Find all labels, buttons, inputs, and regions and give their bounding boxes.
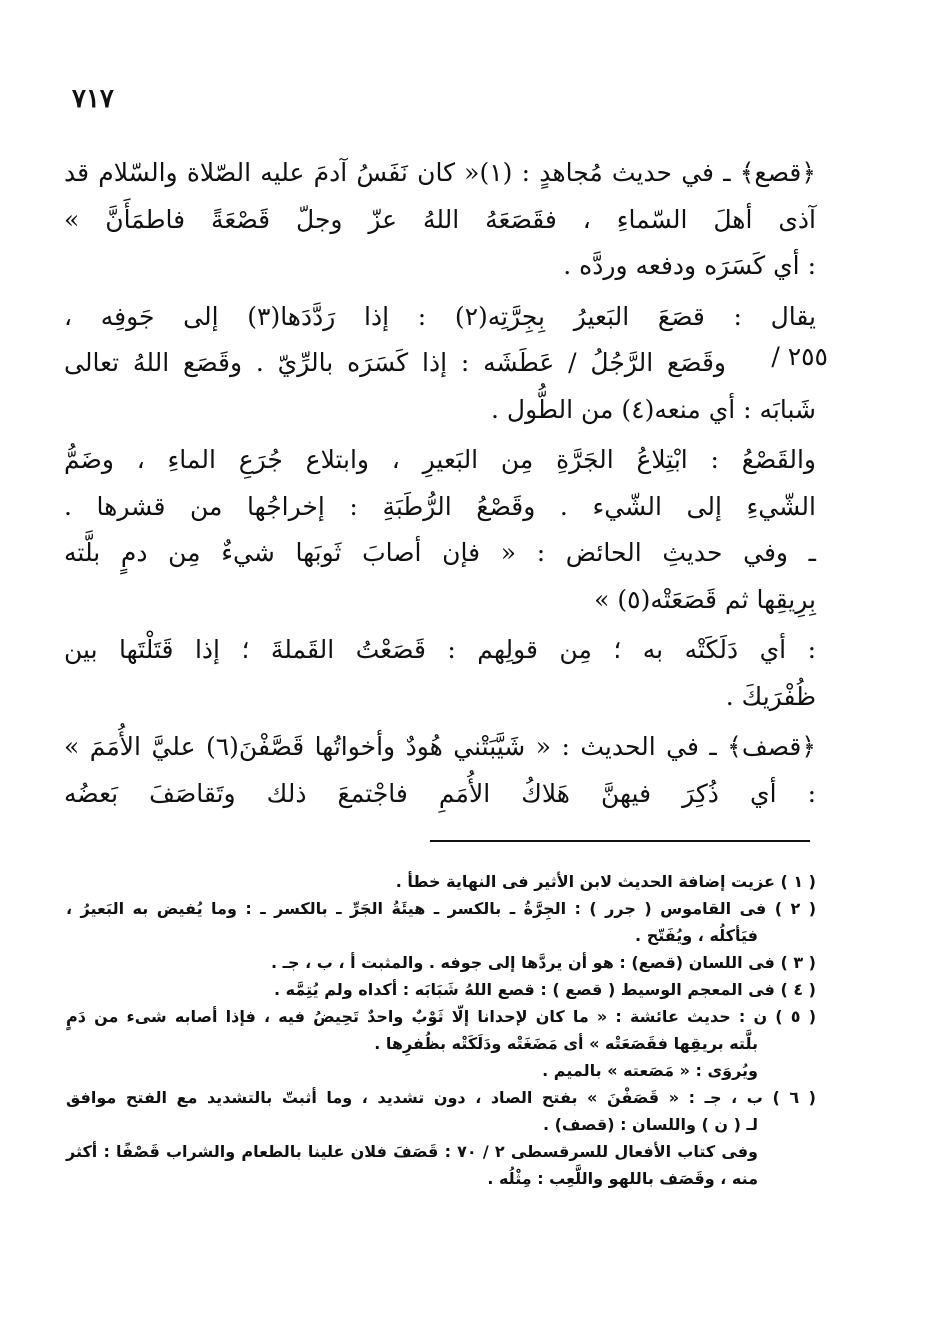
text-line: يقال : قصَعَ البَعيرُ بِجِرَّتِه(٢) : إذا رَدَّدَها(٣) إلى جَوفِه ،: [64, 301, 816, 331]
footnote-line: ( ٤ ) فى المعجم الوسيط ( قصع ) : قصع اللهُ شَبَابَه : أكداه ولم يُتِمَّه .: [274, 980, 816, 999]
footnote-line: ( ٦ ) ب ، جـ : « قَصَفْنَ » بفتح الصاد ، دون تشديد ، وما أثبتّ بالتشديد مع الفتح موافق: [66, 1088, 816, 1107]
footnote-line: ( ٢ ) فى القاموس ( جرر ) : الجِرَّةُ ـ بالكسر ـ هيئَةُ الجَرِّ ـ بالكسر ـ : وما يُفيض به البَعيرُ ،: [66, 899, 817, 918]
page-number: ٧١٧: [72, 84, 114, 114]
text-line: ﴿قصع﴾ ـ في حديث مُجاهدٍ : (١)« كان نَفَسُ آدمَ عليه الصّلاة والسّلام قد: [64, 158, 816, 187]
text-line: شَبابَه : أي منعه(٤) من الطُّول .: [491, 394, 816, 424]
main-text: [64, 150, 816, 817]
footnote-1: [66, 868, 816, 895]
text-line: وقَصَع الرَّجُلُ / عَطَشَه : إذا كَسَرَه بالرِّيّ . وقَصَع اللهُ تعالى: [64, 348, 726, 377]
text-line: ـ وفي حديثِ الحائض : « فإن أصابَ ثَوبَها شيءٌ مِن دمٍ بلَّته: [64, 538, 816, 567]
footnote-line: ( ١ ) عزيت إضافة الحديث لابن الأثير فى النهاية خطأ .: [395, 872, 816, 891]
footnote-4: [66, 976, 816, 1003]
text-line: : أي دَلَكَتْه به ؛ مِن قولِهم : قَصَعْتُ القَملةَ ؛ إذا قَتَلْتَها بين: [64, 635, 816, 664]
footnote-3: [66, 949, 816, 976]
footnote-5: [66, 1003, 816, 1084]
footnote-line: وفى كتاب الأفعال للسرقسطى ٢ / ٧٠ : قَصَفَ فلان علينا بالطعام والشراب قَصْفًا : أكثر: [66, 1142, 758, 1161]
footnote-line: ويُروَى : « مَصَعته » بالميم .: [542, 1061, 758, 1080]
text-line: بِرِيقِها ثم قَصَعَتْه(٥) »: [594, 584, 816, 614]
text-line: الشّيءِ إلى الشّيء . وقَصْعُ الرُّطَبَةِ : إخراجُها من قشرها .: [64, 491, 816, 521]
text-line: : أي ذُكِرَ فيهنَّ هَلاكُ الأُمَمِ فاجْتمعَ ذلك وتَقاصَفَ بَعضُه: [64, 778, 816, 808]
footnote-line: ( ٣ ) فى اللسان (قصع) : هو أن يردَّها إلى جوفه . والمثبت أ ، ب ، جـ .: [270, 953, 816, 972]
text-line: آذى أهلَ السّماءِ ، فقَصَعَهُ اللهُ عزّ وجلّ قَصْعَةً فاطمَأَنَّ »: [64, 204, 816, 234]
footnote-line: منه ، وقَصَف باللهو واللَّعِب : مِثْلُه .: [487, 1169, 758, 1188]
footnote-line: لـ ( ن ) واللسان : (قصف) .: [542, 1115, 758, 1134]
footnote-6: [66, 1084, 816, 1192]
manuscript-page-reference: ٢٥٥ /: [771, 342, 828, 371]
footnote-separator: [430, 840, 810, 842]
footnote-2: [66, 895, 816, 949]
footnote-line: فيَأكلُه ، ويُفَتّح .: [635, 926, 758, 945]
text-line: ﴿قصف﴾ ـ في الحديث : « شَيَّبَتْني هُودٌ وأخواتُها قَصَّفْنَ(٦) عليَّ الأُمَمَ »: [64, 732, 816, 761]
footnotes: [66, 868, 816, 1192]
text-line: والقَصْعُ : ابْتِلاعُ الجَرَّةِ مِن البَعيرِ ، وابتلاع جُرَعِ الماءِ ، وضَمُّ: [64, 445, 816, 474]
footnote-line: بلَّته بريقِها فقَصَعَتْه » أى مَضَغَتْه ودَلَكَتْه بظُفرِها .: [374, 1034, 758, 1053]
footnote-line: ( ٥ ) ن : حديث عائشة : « ما كان لإحدانا إلّا ثَوْبٌ واحدٌ تَحِيضُ فيه ، فإذا أصابه شىء من دَمٍ: [66, 1007, 817, 1026]
text-line: ظُفْرَيكَ .: [725, 681, 816, 711]
text-line: : أي كَسَرَه ودفعه وردَّه .: [563, 251, 816, 280]
